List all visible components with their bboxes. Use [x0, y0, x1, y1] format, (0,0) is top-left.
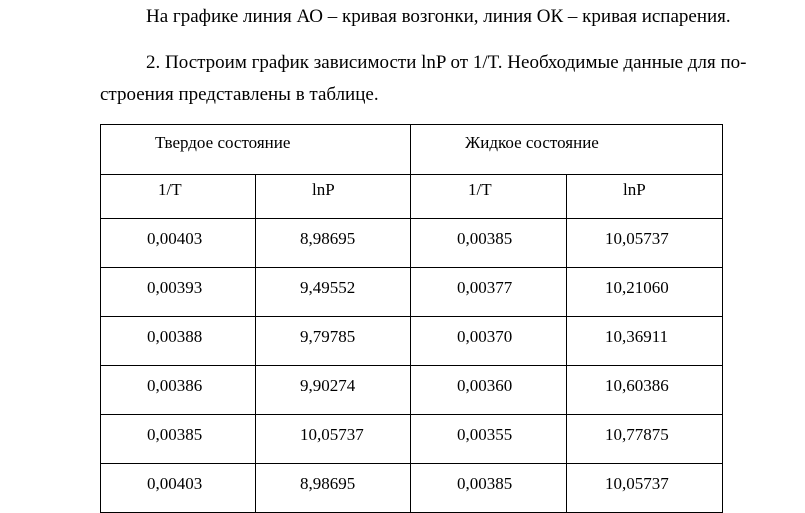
subheader-solid-inv-t [101, 175, 256, 219]
cell-value: 10,05737 [605, 474, 669, 493]
cell-value: 8,98695 [300, 474, 356, 493]
table-cell [256, 464, 411, 513]
table-cell [411, 219, 567, 268]
group-header-solid-label: Твердое состояние [155, 133, 291, 152]
cell-value: 0,00360 [457, 376, 513, 395]
subheader-label: lnP [312, 180, 335, 199]
table-subheader-row [101, 175, 723, 219]
table-cell [101, 464, 256, 513]
table-cell [256, 415, 411, 464]
subheader-liquid-lnp [567, 175, 723, 219]
paragraph-step2-line1: 2. Построим график зависимости lnP от 1/T. Необходимые данные для по- [146, 52, 747, 73]
table-cell [567, 317, 723, 366]
cell-value: 0,00377 [457, 278, 513, 297]
table-cell [101, 366, 256, 415]
table-cell [101, 219, 256, 268]
table-row [101, 415, 723, 464]
cell-value: 8,98695 [300, 229, 356, 248]
cell-value: 10,05737 [300, 425, 364, 444]
cell-value: 9,90274 [300, 376, 356, 395]
table-cell [256, 366, 411, 415]
group-header-liquid-label: Жидкое состояние [465, 133, 599, 152]
cell-value: 10,21060 [605, 278, 669, 297]
table-cell [411, 317, 567, 366]
cell-value: 9,79785 [300, 327, 356, 346]
cell-value: 0,00385 [457, 474, 513, 493]
table-cell [411, 415, 567, 464]
group-header-solid [101, 125, 411, 175]
subheader-liquid-inv-t [411, 175, 567, 219]
subheader-label: lnP [623, 180, 646, 199]
data-table [100, 124, 723, 513]
cell-value: 0,00393 [147, 278, 203, 297]
table-row [101, 219, 723, 268]
subheader-solid-lnp [256, 175, 411, 219]
table-cell [256, 219, 411, 268]
table-cell [567, 415, 723, 464]
table-cell [256, 317, 411, 366]
table-cell [101, 317, 256, 366]
cell-value: 10,05737 [605, 229, 669, 248]
table-cell [411, 366, 567, 415]
cell-value: 10,77875 [605, 425, 669, 444]
group-header-liquid [411, 125, 723, 175]
cell-value: 10,60386 [605, 376, 669, 395]
table-row [101, 317, 723, 366]
paragraph-curves-description: На графике линия АО – кривая возгонки, линия ОК – кривая испарения. [146, 6, 731, 27]
cell-value: 10,36911 [605, 327, 669, 346]
cell-value: 0,00403 [147, 229, 203, 248]
table-cell [411, 464, 567, 513]
cell-value: 0,00386 [147, 376, 203, 395]
cell-value: 0,00385 [147, 425, 203, 444]
subheader-label: 1/T [468, 180, 492, 199]
table-cell [567, 366, 723, 415]
table-cell [567, 464, 723, 513]
cell-value: 0,00370 [457, 327, 513, 346]
cell-value: 0,00355 [457, 425, 513, 444]
cell-value: 0,00388 [147, 327, 203, 346]
table-group-header-row [101, 125, 723, 175]
cell-value: 0,00403 [147, 474, 203, 493]
paragraph-step2-line2: строения представлены в таблице. [100, 84, 379, 105]
table-cell [256, 268, 411, 317]
cell-value: 0,00385 [457, 229, 513, 248]
subheader-label: 1/T [158, 180, 182, 199]
cell-value: 9,49552 [300, 278, 356, 297]
table-cell [411, 268, 567, 317]
table-cell [567, 219, 723, 268]
table-row [101, 366, 723, 415]
table-cell [101, 268, 256, 317]
table-cell [567, 268, 723, 317]
table-row [101, 268, 723, 317]
table-row [101, 464, 723, 513]
table-cell [101, 415, 256, 464]
